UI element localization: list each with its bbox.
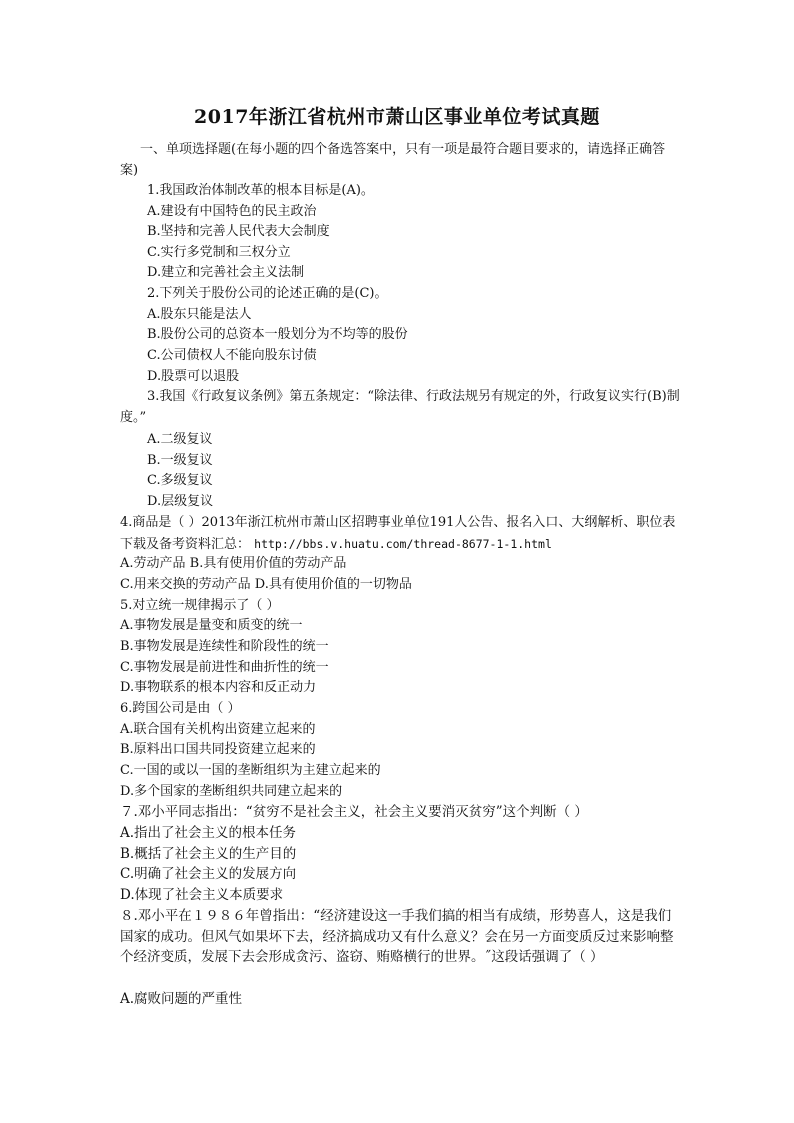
option: D.事物联系的根本内容和反正动力	[120, 680, 317, 695]
option: D.体现了社会主义本质要求	[120, 887, 284, 903]
question-stem-text: 4.商品是（ ）2013年浙江杭州市萧山区招聘事业单位191人公告、报名入口、大纲解析、职位表下载及备考资料汇总：	[120, 515, 676, 552]
option: B.股份公司的总资本一般划分为不均等的股份	[147, 327, 408, 342]
option: C.事物发展是前进性和曲折性的统一	[120, 660, 329, 675]
option: C.公司债权人不能向股东讨债	[147, 348, 317, 363]
option: A.事物发展是量变和质变的统一	[120, 618, 303, 633]
question-stem: 6.跨国公司是由（ ）	[120, 701, 241, 716]
question-stem: ８.邓小平在１９８６年曾指出：“经济建设这一手我们搞的相当有成绩，形势喜人，这是我们国家的成功。但风气如果坏下去，经济搞成功又有什么意义？会在另一方面变质反过来影响整个经济变质，发展下去会形成贪污、盗窃、贿赂横行的世界。˝这段话强调了（ ）	[120, 908, 674, 966]
option: A.股东只能是法人	[147, 307, 252, 322]
option: C.用来交换的劳动产品 D.具有使用价值的一切物品	[120, 577, 412, 592]
option: D.股票可以退股	[147, 369, 240, 384]
option: A.二级复议	[147, 432, 213, 447]
option: A.腐败问题的严重性	[120, 991, 243, 1007]
question-stem: 2.下列关于股份公司的论述正确的是(C)。	[147, 286, 388, 301]
question-stem: 5.对立统一规律揭示了（ ）	[120, 598, 280, 613]
page-title: 2017年浙江省杭州市萧山区事业单位考试真题	[194, 106, 600, 128]
question-stem: ７.邓小平同志指出：“贫穷不是社会主义，社会主义要消灭贫穷”这个判断（ ）	[120, 804, 588, 820]
option: A.劳动产品 B.具有使用价值的劳动产品	[120, 556, 347, 571]
option: A.指出了社会主义的根本任务	[120, 825, 297, 841]
option: B.概括了社会主义的生产目的	[120, 846, 297, 862]
option: A.联合国有关机构出资建立起来的	[120, 722, 316, 737]
option: C.多级复议	[147, 473, 213, 488]
option: D.层级复议	[147, 494, 214, 509]
option: D.建立和完善社会主义法制	[147, 265, 305, 280]
option: C.一国的或以一国的垄断组织为主建立起来的	[120, 763, 381, 778]
question-stem	[120, 513, 680, 555]
option: B.坚持和完善人民代表大会制度	[147, 224, 330, 239]
option: B.事物发展是连续性和阶段性的统一	[120, 639, 329, 654]
option: C.实行多党制和三权分立	[147, 245, 291, 260]
option: C.明确了社会主义的发展方向	[120, 866, 297, 882]
reference-link[interactable]: http://bbs.v.huatu.com/thread-8677-1-1.html	[254, 536, 552, 551]
option: A.建设有中国特色的民主政治	[147, 204, 317, 219]
option: B.一级复议	[147, 453, 213, 468]
section-heading: 一、单项选择题(在每小题的四个备选答案中，只有一项是最符合题目要求的，请选择正确答案)	[120, 142, 666, 178]
question-stem: 1.我国政治体制改革的根本目标是(A)。	[147, 183, 374, 198]
option: B.原料出口国共同投资建立起来的	[120, 742, 316, 757]
option: D.多个国家的垄断组织共同建立起来的	[120, 784, 343, 799]
question-stem: 3.我国《行政复议条例》第五条规定：“除法律、行政法规另有规定的外，行政复议实行(B)制度。”	[120, 389, 680, 425]
